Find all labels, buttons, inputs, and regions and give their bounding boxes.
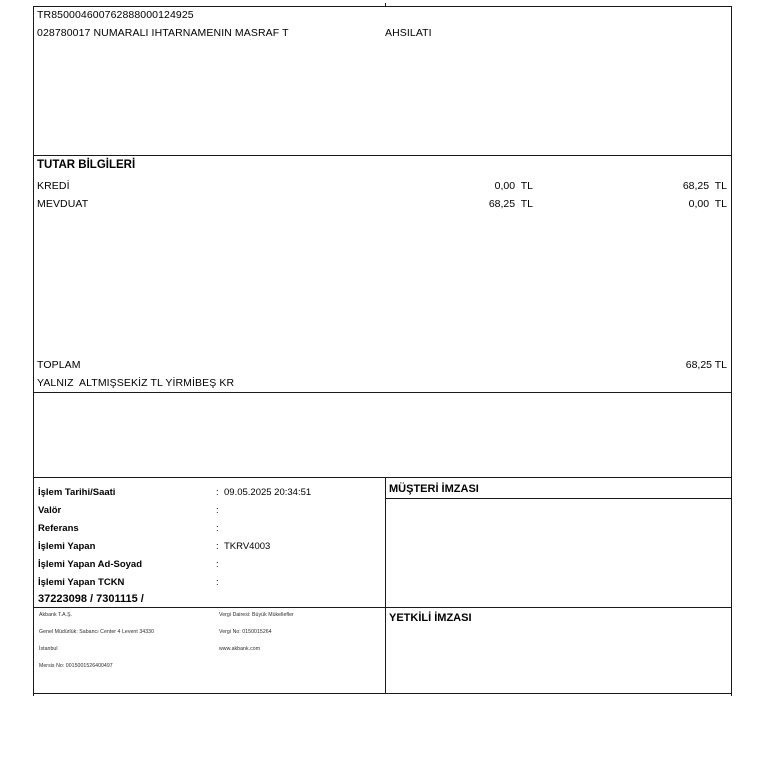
footer-left-line: Akbank T.A.Ş. (39, 612, 73, 618)
amount-row-label: MEVDUAT (37, 198, 89, 210)
detail-colon: : (216, 505, 219, 516)
frame-border-right (731, 6, 732, 696)
details-bottom-border (33, 607, 385, 608)
detail-label: İşlem Tarihi/Saati (38, 487, 116, 498)
total-label: TOPLAM (37, 359, 81, 371)
amount-row-debit: 0,00 TL (494, 180, 533, 192)
amount-row-debit: 68,25 TL (488, 198, 533, 210)
footer-right-line: Vergi No: 0150015264 (219, 629, 272, 635)
footer-left-line: Genel Müdürlük: Sabancı Center 4 Levent 34330 (39, 629, 155, 635)
footer-left-line: İstanbul (39, 646, 58, 652)
description-right-text: AHSILATI (385, 27, 432, 39)
detail-colon: : (216, 559, 219, 570)
amount-in-words: YALNIZ ALTMIŞSEKİZ TL YİRMİBEŞ KR (37, 377, 235, 389)
signature-box-divider (385, 607, 731, 608)
notes-box-bottom-border (33, 477, 731, 478)
frame-border-left (33, 6, 34, 696)
notes-box-top-border (33, 392, 731, 393)
detail-value: TKRV4003 (224, 541, 271, 552)
detail-label: Referans (38, 523, 79, 534)
detail-label: Valör (38, 505, 62, 516)
top-border (33, 6, 731, 7)
detail-colon: : (216, 487, 219, 498)
top-divider-tick (385, 3, 386, 7)
customer-signature-label: MÜŞTERİ İMZASI (389, 483, 479, 495)
authorized-signature-label: YETKİLİ İMZASI (389, 612, 472, 624)
amounts-section-top-border (33, 155, 731, 156)
footer-right-line: www.akbank.com (219, 646, 261, 652)
detail-label: İşlemi Yapan Ad-Soyad (38, 559, 143, 570)
customer-signature-caption-rule (385, 498, 731, 499)
amounts-section-title: TUTAR BİLGİLERİ (37, 159, 136, 171)
receipt-document (33, 3, 731, 693)
bottom-column-divider (385, 477, 386, 693)
detail-colon: : (216, 541, 219, 552)
description-left-text: 028780017 NUMARALI IHTARNAMENIN MASRAF T (37, 27, 289, 39)
amount-row-credit: 0,00 TL (688, 198, 727, 210)
footer-right-line: Vergi Dairesi: Büyük Mükellefler (219, 612, 294, 618)
detail-label: İşlemi Yapan TCKN (38, 577, 125, 588)
account-numbers: 37223098 / 7301115 / (38, 593, 144, 605)
detail-colon: : (216, 577, 219, 588)
detail-value: 09.05.2025 20:34:51 (224, 487, 312, 498)
iban-text: TR850004600762888000124925 (37, 9, 194, 21)
bottom-border (33, 693, 731, 694)
detail-colon: : (216, 523, 219, 534)
total-value: 68,25 TL (685, 359, 727, 371)
amount-row-label: KREDİ (37, 180, 70, 192)
amount-row-credit: 68,25 TL (682, 180, 727, 192)
detail-label: İşlemi Yapan (38, 541, 96, 552)
footer-left-line: Mersis No: 0015001526400497 (39, 663, 113, 669)
